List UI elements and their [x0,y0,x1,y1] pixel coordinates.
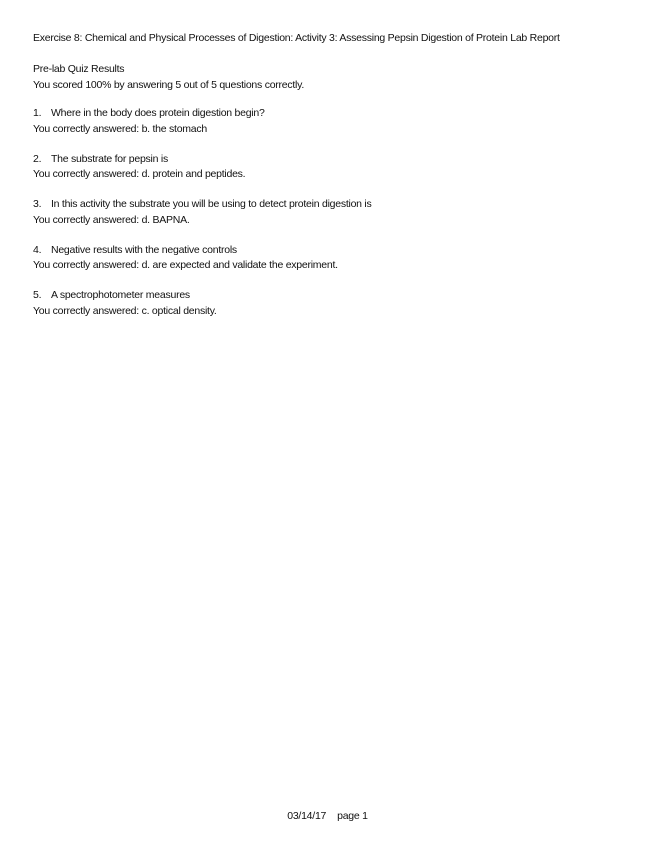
question-number: 4. [33,243,42,256]
quiz-question-3 [33,197,633,243]
question-text: A spectrophotometer measures [51,289,190,301]
question-text: The substrate for pepsin is [51,152,168,165]
question-answer: You correctly answered: d. BAPNA. [33,213,190,226]
question-answer: You correctly answered: d. are expected and validate the experiment. [33,259,338,271]
quiz-question-4 [33,243,633,289]
question-number: 1. [33,107,42,119]
question-text: Negative results with the negative controls [51,243,237,256]
question-text: Where in the body does protein digestion begin? [51,107,265,119]
prelab-results-section [33,62,633,93]
report-title: Exercise 8: Chemical and Physical Processes of Digestion: Activity 3: Assessing Pepsin Digestion of Protein Lab Report [33,32,560,44]
quiz-question-2 [33,152,633,198]
quiz-question-list [33,106,633,334]
quiz-question-1 [33,106,633,152]
question-number: 3. [33,198,42,210]
question-answer: You correctly answered: c. optical density. [33,304,217,317]
page-footer [0,809,655,823]
question-text: In this activity the substrate you will be using to detect protein digestion is [51,198,372,210]
question-answer: You correctly answered: d. protein and peptides. [33,168,246,180]
question-number: 5. [33,289,42,301]
question-answer: You correctly answered: b. the stomach [33,122,207,135]
quiz-question-5 [33,288,633,334]
page-number: page 1 [337,810,368,822]
prelab-heading: Pre-lab Quiz Results [33,63,125,75]
question-number: 2. [33,152,42,165]
prelab-score: You scored 100% by answering 5 out of 5 questions correctly. [33,78,305,91]
footer-date: 03/14/17 [287,810,327,822]
